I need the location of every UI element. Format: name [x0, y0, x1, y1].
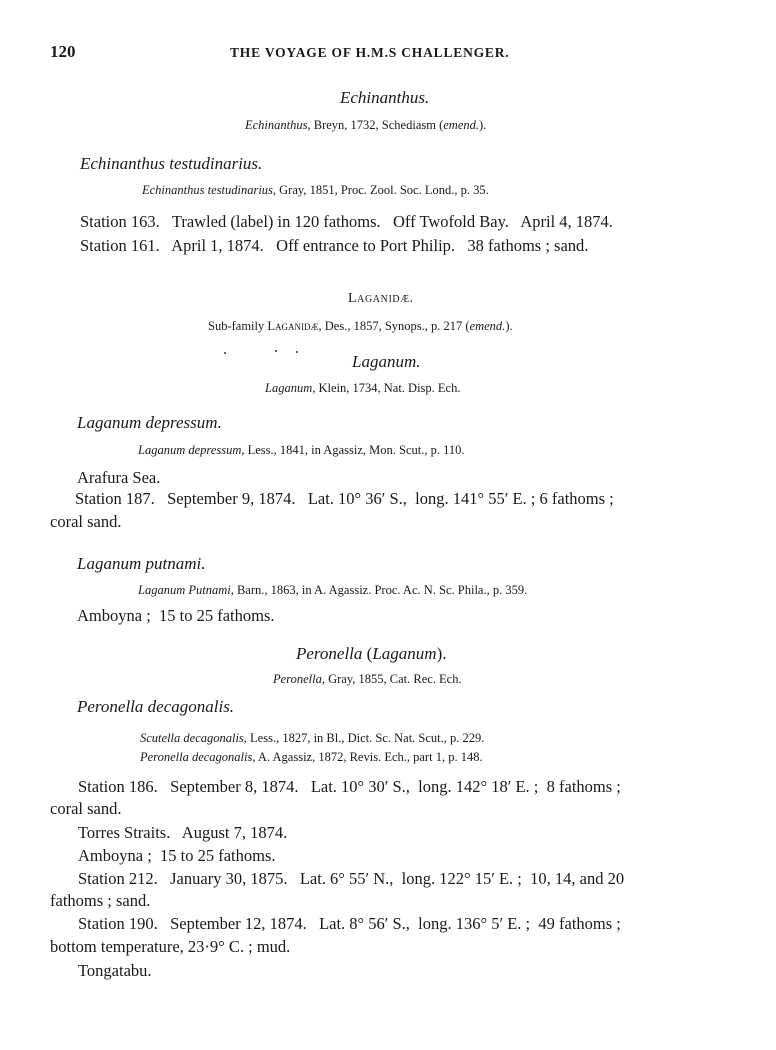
running-title: THE VOYAGE OF H.M.S CHALLENGER.: [230, 45, 510, 60]
species-citation-laganum-putnami: Laganum Putnami, Barn., 1863, in A. Agassiz. Proc. Ac. N. Sc. Phila., p. 359.: [138, 583, 528, 597]
subfamily-citation-laganidae: Sub-family Laganidæ, Des., 1857, Synops., p. 217 (emend.).: [208, 319, 513, 333]
genus-heading-echinanthus: Echinanthus.: [340, 88, 430, 107]
record-line: Station 190. September 12, 1874. Lat. 8° 56′ S., long. 136° 5′ E. ; 49 fathoms ;: [78, 914, 621, 933]
page-number: 120: [50, 42, 76, 61]
record-line: Station 212. January 30, 1875. Lat. 6° 55′ N., long. 122° 15′ E. ; 10, 14, and 20: [78, 869, 625, 888]
genus-citation-laganum: Laganum, Klein, 1734, Nat. Disp. Ech.: [265, 381, 461, 395]
species-heading-peronella-decagonalis: Peronella decagonalis.: [77, 697, 235, 716]
print-speck: [296, 351, 298, 353]
genus-heading-peronella: Peronella (Laganum).: [296, 644, 447, 663]
record-line: Station 161. April 1, 1874. Off entrance to Port Philip. 38 fathoms ; sand.: [80, 236, 589, 255]
record-line: bottom temperature, 23·9° C. ; mud.: [50, 937, 291, 956]
record-line: fathoms ; sand.: [50, 891, 151, 910]
record-line: Station 186. September 8, 1874. Lat. 10° 30′ S., long. 142° 18′ E. ; 8 fathoms ;: [78, 777, 621, 796]
record-line: coral sand.: [50, 799, 122, 818]
species-heading-laganum-depressum: Laganum depressum.: [77, 413, 222, 432]
species-citation-peronella-decagonalis: Scutella decagonalis, Less., 1827, in Bl., Dict. Sc. Nat. Scut., p. 229.: [140, 731, 485, 745]
record-line: Station 163. Trawled (label) in 120 fathoms. Off Twofold Bay. April 4, 1874.: [80, 212, 613, 231]
record-line: Arafura Sea.: [77, 468, 161, 487]
species-citation-peronella-decagonalis: Peronella decagonalis, A. Agassiz, 1872, Revis. Ech., part 1, p. 148.: [140, 750, 483, 764]
species-citation-echinanthus-testudinarius: Echinanthus testudinarius, Gray, 1851, Proc. Zool. Soc. Lond., p. 35.: [142, 183, 489, 197]
record-line: Tongatabu.: [78, 961, 152, 980]
record-line: coral sand.: [50, 512, 122, 531]
record-line: Amboyna ; 15 to 25 fathoms.: [77, 606, 275, 625]
genus-citation-echinanthus: Echinanthus, Breyn, 1732, Schediasm (emend.).: [245, 118, 487, 132]
print-speck: [275, 350, 277, 352]
species-citation-laganum-depressum: Laganum depressum, Less., 1841, in Agassiz, Mon. Scut., p. 110.: [138, 443, 465, 457]
record-line: Station 187. September 9, 1874. Lat. 10° 36′ S., long. 141° 55′ E. ; 6 fathoms ;: [75, 489, 614, 508]
record-line: Torres Straits. August 7, 1874.: [78, 823, 288, 842]
family-heading-laganidae: Laganidæ.: [348, 291, 414, 306]
print-speck: [224, 352, 226, 354]
species-heading-laganum-putnami: Laganum putnami.: [77, 554, 206, 573]
species-heading-echinanthus-testudinarius: Echinanthus testudinarius.: [80, 154, 263, 173]
record-line: Amboyna ; 15 to 25 fathoms.: [78, 846, 276, 865]
genus-heading-laganum: Laganum.: [352, 352, 421, 371]
genus-citation-peronella: Peronella, Gray, 1855, Cat. Rec. Ech.: [273, 672, 462, 686]
